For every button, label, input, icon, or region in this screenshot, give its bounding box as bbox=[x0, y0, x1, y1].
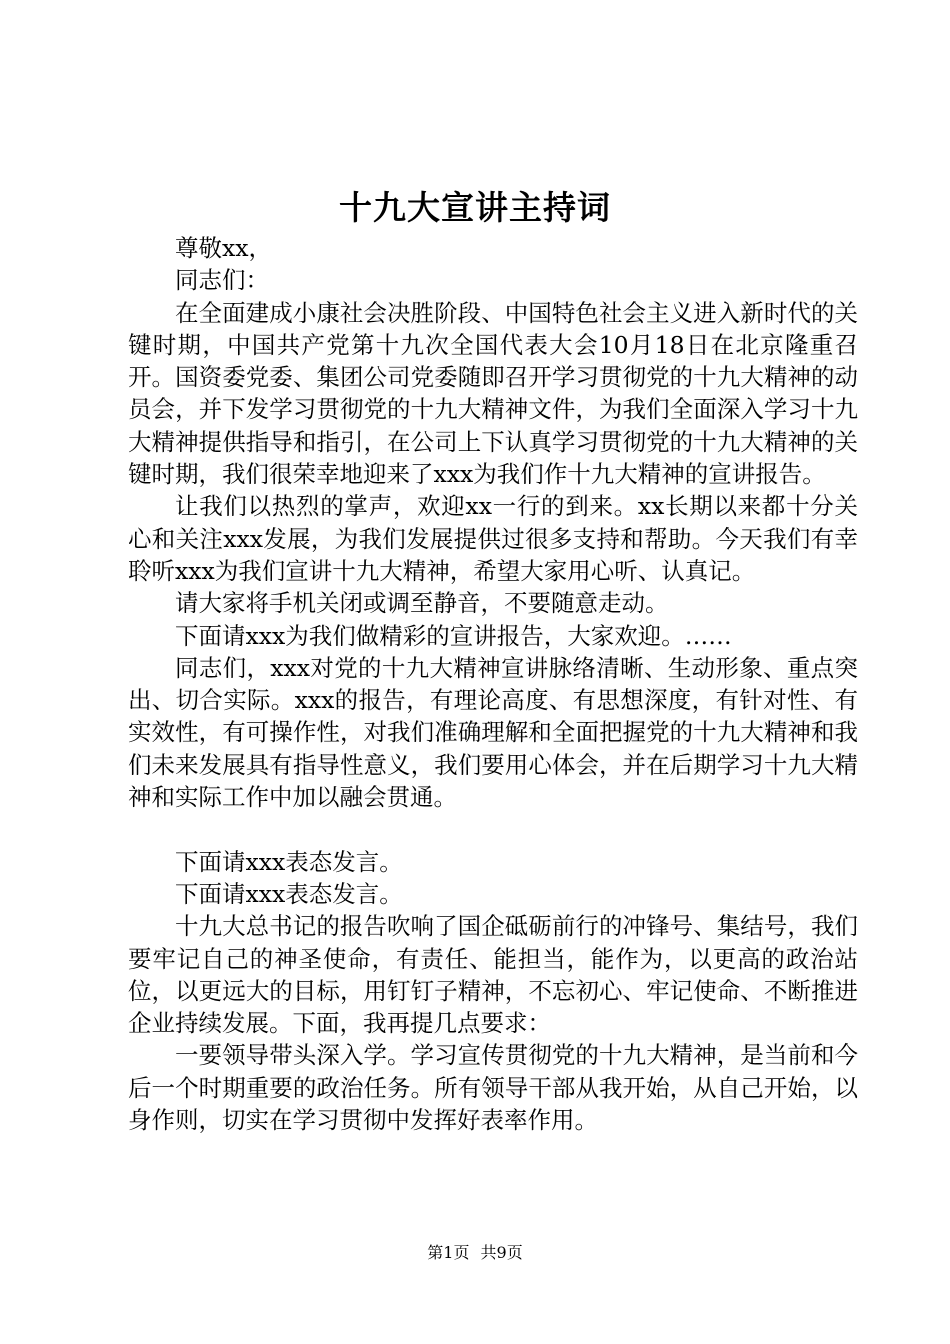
body-paragraph: 下面请xxx为我们做精彩的宣讲报告，大家欢迎。…… bbox=[175, 621, 732, 650]
page-total: 共9页 bbox=[480, 1243, 523, 1262]
page-footer bbox=[0, 1242, 950, 1264]
greeting: 同志们： bbox=[175, 266, 269, 295]
body-paragraph: 在全面建成小康社会决胜阶段、中国特色社会主义进入新时代的关键时期，中国共产党第十九次全国代表大会10月18日在北京隆重召开。国资委党委、集团公司党委随即召开学习贯彻党的十九大精神的动员会，并下发学习贯彻党的十九大精神文件，为我们全面深入学习十九大精神提供指导和指引，在公司上下认真学习贯彻党的十九大精神的关键时期，我们很荣幸地迎来了xxx为我们作十九大精神的宣讲报告。 bbox=[128, 298, 858, 489]
body-paragraph: 一要领导带头深入学。学习宣传贯彻党的十九大精神，是当前和今后一个时期重要的政治任务。所有领导干部从我开始，从自己开始，以身作则，切实在学习贯彻中发挥好表率作用。 bbox=[128, 1041, 858, 1135]
body-paragraph: 十九大总书记的报告吹响了国企砥砺前行的冲锋号、集结号，我们要牢记自己的神圣使命，有责任、能担当，能作为，以更高的政治站位，以更远大的目标，用钉钉子精神，不忘初心、牢记使命、不断推进企业持续发展。下面，我再提几点要求： bbox=[128, 912, 858, 1038]
salutation: 尊敬xx， bbox=[175, 234, 273, 262]
document-title: 十九大宣讲主持词 bbox=[339, 188, 611, 227]
body-paragraph: 下面请xxx表态发言。 bbox=[175, 847, 403, 876]
body-paragraph: 请大家将手机关闭或调至静音，不要随意走动。 bbox=[175, 589, 669, 618]
body-paragraph: 下面请xxx表态发言。 bbox=[175, 879, 403, 908]
page-number: 第1页 bbox=[427, 1243, 470, 1262]
paragraph-spacer bbox=[128, 813, 858, 845]
body-paragraph: 同志们，xxx对党的十九大精神宣讲脉络清晰、生动形象、重点突出、切合实际。xxx的报告，有理论高度、有思想深度，有针对性、有实效性，有可操作性，对我们准确理解和全面把握党的十九大精神和我们未来发展具有指导性意义，我们要用心体会，并在后期学习十九大精神和实际工作中加以融会贯通。 bbox=[128, 653, 858, 812]
document-body bbox=[128, 232, 858, 1136]
body-paragraph: 让我们以热烈的掌声，欢迎xx一行的到来。xx长期以来都十分关心和关注xxx发展，为我们发展提供过很多支持和帮助。今天我们有幸聆听xxx为我们宣讲十九大精神，希望大家用心听、认真记。 bbox=[128, 492, 858, 585]
